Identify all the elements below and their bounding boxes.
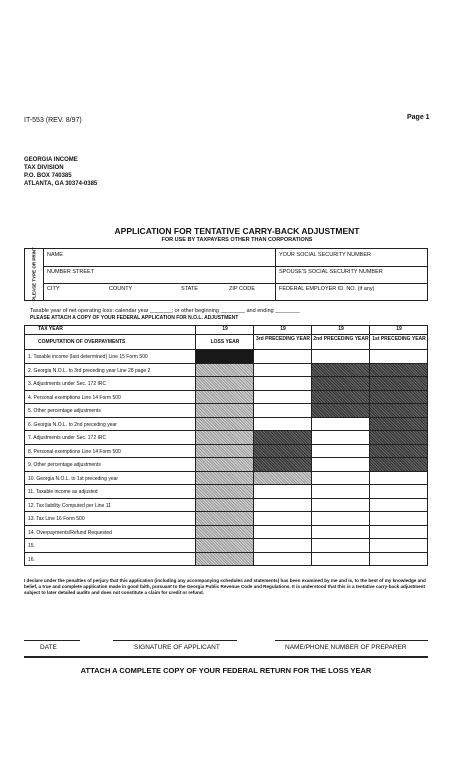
page-number: Page 1 — [407, 114, 430, 121]
amount-cell[interactable] — [312, 512, 370, 526]
amount-cell[interactable] — [312, 445, 370, 459]
amount-cell — [312, 404, 370, 418]
table-row-label: 1. Taxable income (last determined) Line 15 Form 500 — [28, 354, 148, 360]
amount-cell[interactable] — [370, 539, 428, 553]
amount-cell — [196, 499, 254, 513]
applicant-signature-label: SIGNATURE OF APPLICANT — [134, 644, 220, 651]
table-row-label: 9. Other percentage adjustments — [28, 462, 101, 468]
table-row-label: 7. Adjustments under Sec. 172 IRC — [28, 435, 107, 441]
amount-cell — [196, 350, 254, 364]
amount-cell — [254, 458, 312, 472]
table-row-label: 4. Personal exemptions Line 14 Form 500 — [28, 394, 121, 401]
table-row-label: 16. — [28, 556, 35, 563]
street-field[interactable]: NUMBER STREET — [47, 269, 95, 275]
amount-cell — [370, 458, 428, 472]
amount-cell[interactable] — [254, 418, 312, 432]
amount-cell — [196, 458, 254, 472]
column-header: 1st PRECEDING YEAR — [372, 336, 426, 342]
amount-cell[interactable] — [370, 350, 428, 364]
form-title: APPLICATION FOR TENTATIVE CARRY-BACK ADJUSTMENT — [114, 226, 360, 236]
table-row-label: 11. Taxable income as adjusted — [28, 489, 98, 495]
state-field[interactable]: STATE — [181, 286, 198, 292]
table-row-label-cell — [24, 539, 196, 553]
type-or-print-label: PLEASE TYPE OR PRINT — [25, 249, 44, 300]
amount-cell — [196, 391, 254, 405]
amount-cell — [254, 431, 312, 445]
fein-field[interactable]: FEDERAL EMPLOYER ID. NO. (if any) — [279, 286, 375, 292]
amount-cell[interactable] — [254, 526, 312, 540]
amount-cell[interactable] — [370, 512, 428, 526]
amount-cell — [196, 445, 254, 459]
amount-cell[interactable] — [254, 377, 312, 391]
amount-cell[interactable] — [312, 431, 370, 445]
amount-cell — [370, 377, 428, 391]
table-row-label: 6. Georgia N.O.L. to 2nd preceding year — [28, 421, 117, 428]
name-field[interactable]: NAME — [47, 252, 63, 258]
table-row-label: 10. Georgia N.O.L. to 1st preceding year — [28, 475, 119, 482]
amount-cell — [312, 377, 370, 391]
amount-cell[interactable] — [312, 499, 370, 513]
amount-cell — [370, 418, 428, 432]
zip-field[interactable]: ZIP CODE — [229, 286, 255, 292]
amount-cell[interactable] — [254, 364, 312, 378]
amount-cell — [312, 364, 370, 378]
table-row-label: 15. — [28, 543, 35, 549]
table-row-label: 13. Tax Line 16 Form 500 — [28, 516, 85, 522]
year-prefix: 19 — [222, 326, 228, 332]
date-label: DATE — [40, 644, 57, 651]
amount-cell — [254, 472, 312, 486]
amount-cell[interactable] — [370, 499, 428, 513]
form-subtitle: FOR USE BY TAXPAYERS OTHER THAN CORPORATIONS — [161, 237, 313, 243]
computation-label: COMPUTATION OF OVERPAYMENTS — [38, 339, 126, 345]
column-header: 3rd PRECEDING YEAR — [255, 336, 311, 342]
amount-cell[interactable] — [254, 499, 312, 513]
amount-cell[interactable] — [254, 539, 312, 553]
amount-cell — [196, 404, 254, 418]
year-prefix: 19 — [338, 326, 344, 332]
amount-cell[interactable] — [370, 526, 428, 540]
amount-cell — [196, 485, 254, 499]
overpayment-table — [24, 325, 428, 566]
address-line: P.O. BOX 740385 — [24, 173, 72, 179]
amount-cell[interactable] — [370, 472, 428, 486]
amount-cell — [370, 404, 428, 418]
table-row-label: 8. Personal exemptions Line 14 Form 500 — [28, 448, 121, 455]
amount-cell[interactable] — [312, 553, 370, 567]
table-row-label: 12. Tax liability Computed per Line 11 — [28, 502, 111, 509]
amount-cell[interactable] — [370, 485, 428, 499]
amount-cell[interactable] — [312, 458, 370, 472]
amount-cell[interactable] — [312, 472, 370, 486]
address-line: TAX DIVISION — [24, 165, 64, 171]
amount-cell[interactable] — [312, 539, 370, 553]
attach-federal-note: PLEASE ATTACH A COPY OF YOUR FEDERAL APPLICATION FOR N.O.L. ADJUSTMENT — [30, 315, 239, 321]
amount-cell — [196, 472, 254, 486]
amount-cell — [196, 418, 254, 432]
table-row-label: 3. Adjustments under Sec. 172 IRC — [28, 381, 107, 387]
column-header: 2nd PRECEDING YEAR — [313, 336, 369, 342]
amount-cell — [370, 445, 428, 459]
tax-year-label: TAX YEAR — [38, 326, 63, 332]
amount-cell[interactable] — [254, 485, 312, 499]
applicant-signature-line[interactable] — [113, 640, 237, 641]
amount-cell[interactable] — [312, 350, 370, 364]
amount-cell[interactable] — [254, 391, 312, 405]
date-line[interactable] — [24, 640, 80, 641]
amount-cell — [196, 364, 254, 378]
amount-cell[interactable] — [312, 526, 370, 540]
footer-instruction: ATTACH A COMPLETE COPY OF YOUR FEDERAL RETURN FOR THE LOSS YEAR — [24, 656, 428, 675]
spouse-ssn-field[interactable]: SPOUSE'S SOCIAL SECURITY NUMBER — [279, 269, 383, 275]
year-prefix: 19 — [280, 326, 286, 332]
city-field[interactable]: CITY — [47, 286, 60, 292]
amount-cell — [370, 364, 428, 378]
table-row-label-cell — [24, 553, 196, 567]
amount-cell[interactable] — [254, 350, 312, 364]
address-line: ATLANTA, GA 30374-0385 — [24, 181, 98, 187]
perjury-declaration: I declare under the penalties of perjury that this application (including any accompanying schedules and statements) has been examined by me and is, to the best of my knowledge and belief, a true and complete application made in good faith, pursuant to the Georgia Public Revenue Code and Regulations. It is understood that this is a tentative carry-back adjustment subject to later detailed audits and does not constitute a claim for credit or refund. — [24, 578, 426, 595]
amount-cell — [196, 539, 254, 553]
amount-cell — [196, 377, 254, 391]
amount-cell — [312, 391, 370, 405]
amount-cell — [196, 553, 254, 567]
amount-cell[interactable] — [312, 418, 370, 432]
amount-cell — [196, 431, 254, 445]
amount-cell[interactable] — [254, 404, 312, 418]
preparer-label: NAME/PHONE NUMBER OF PREPARER — [285, 644, 407, 651]
amount-cell — [370, 431, 428, 445]
form-number: IT-553 (REV. 8/97) — [24, 117, 82, 124]
preparer-line[interactable] — [275, 640, 428, 641]
ssn-field[interactable]: YOUR SOCIAL SECURITY NUMBER — [279, 252, 371, 258]
mailing-address — [24, 156, 97, 188]
year-prefix: 19 — [396, 326, 402, 332]
county-field[interactable]: COUNTY — [109, 286, 133, 292]
taxable-year-line[interactable]: Taxable year of net operating loss: calendar year _______; or other beginning ________ and ending ________ — [30, 308, 300, 314]
amount-cell[interactable] — [312, 485, 370, 499]
amount-cell[interactable] — [254, 553, 312, 567]
table-row-label: 5. Other percentage adjustments — [28, 408, 101, 414]
amount-cell — [196, 526, 254, 540]
table-row-label: 2. Georgia N.O.L. to 3rd preceding year Line 28 page 2 — [28, 367, 151, 374]
taxpayer-info-box — [24, 248, 428, 301]
table-row-label: 14. Overpayments/Refund Requested — [28, 529, 112, 536]
amount-cell — [196, 512, 254, 526]
amount-cell — [254, 445, 312, 459]
amount-cell — [370, 391, 428, 405]
column-header: LOSS YEAR — [210, 339, 240, 345]
amount-cell[interactable] — [370, 553, 428, 567]
address-line: GEORGIA INCOME — [24, 157, 78, 163]
amount-cell[interactable] — [254, 512, 312, 526]
